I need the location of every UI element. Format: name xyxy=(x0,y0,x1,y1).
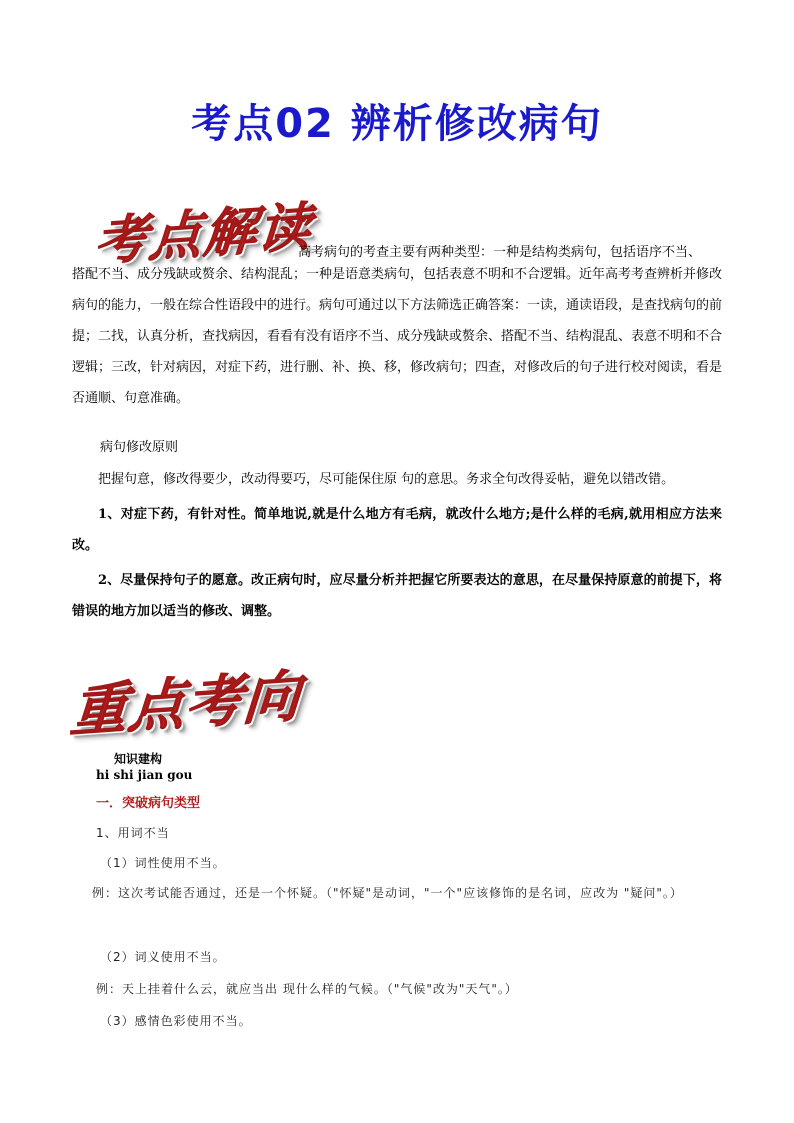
example-2: 例：天上挂着什么云，就应当出 现什么样的气候。（"气候"改为"天气"。） xyxy=(96,982,518,996)
page-title: 考点02 辨析修改病句 xyxy=(191,101,603,147)
knowledge-label: 知识建构 xyxy=(114,752,163,766)
sub-item-2: （2）词义使用不当。 xyxy=(100,950,226,964)
section-heading-kaodian-jiedu: 考点解读 xyxy=(92,197,315,273)
intro-paragraph xyxy=(72,238,722,414)
rule-1: 1、对症下药，有针对性。简单地说,就是什么地方有毛病，就改什么地方;是什么样的毛病,就用相应方法来改。 xyxy=(72,507,722,553)
knowledge-pinyin: hi shi jian gou xyxy=(96,768,193,782)
sub-item-3: （3）感情色彩使用不当。 xyxy=(100,1014,252,1028)
example-1: 例：这次考试能否通过，还是一个怀疑。（"怀疑"是动词，"一个"应该修饰的是名词，应改为 "疑问"。） xyxy=(92,886,683,900)
item-1: 1、用词不当 xyxy=(96,826,170,840)
section-heading-zhongdian-kaoxiang: 重点考向 xyxy=(68,664,303,745)
intro-paragraph-body: 搭配不当、成分残缺或赘余、结构混乱；一种是语意类病句，包括表意不明和不合逻辑。近年高考考查辨析并修改病句的能力，一般在综合性语段中的进行。病句可通过以下方法筛选正确答案：一读，通读语段，是查找病句的前提；二找，认真分析，查找病因，看看有没有语序不当、成分残缺或赘余、搭配不当、结构混乱、表意不明和不合逻辑；三改，针对病因，对症下药，进行删、补、换、移，修改病句；四查，对修改后的句子进行校对阅读，看是否通顺、句意准确。 xyxy=(72,267,723,406)
intro-first-line: 高考病句的考查主要有两种类型：一种是结构类病句，包括语序不当、 xyxy=(298,245,702,260)
sub-item-1: （1）词性使用不当。 xyxy=(100,856,226,870)
rule-2: 2、尽量保持句子的愿意。改正病句时，应尽量分析并把握它所要表达的意思，在尽量保持原意的前提下，将错误的地方加以适当的修改、调整。 xyxy=(72,573,722,619)
principle-text: 把握句意，修改得要少，改动得要巧，尽可能保住原 句的意思。务求全句改得妥帖，避免以错改错。 xyxy=(98,472,675,487)
part-title: 一．突破病句类型 xyxy=(96,796,201,811)
principle-title: 病句修改原则 xyxy=(100,440,179,455)
